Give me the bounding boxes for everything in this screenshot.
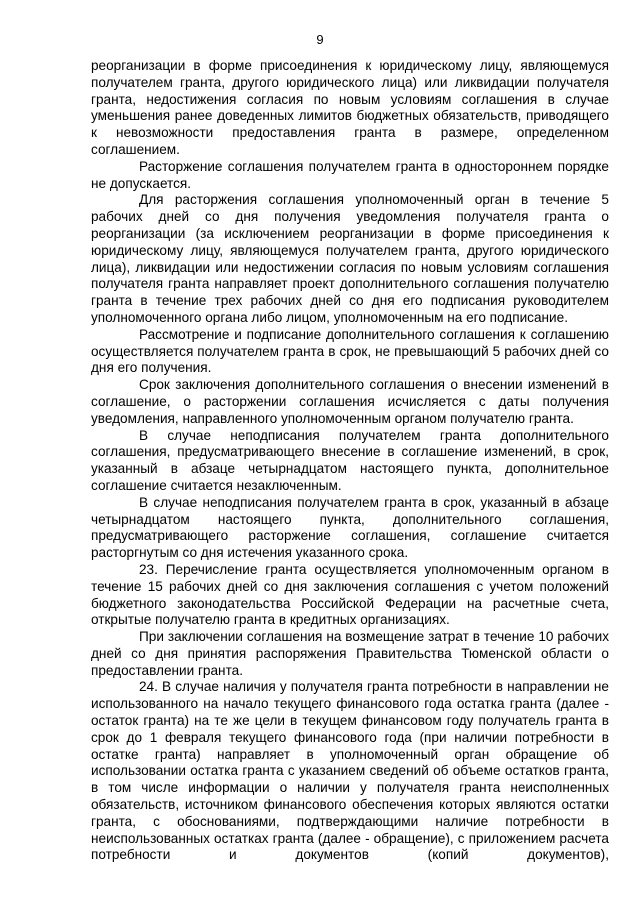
paragraph: 24. В случае наличия у получателя гранта потребности в направлении не использованного на начало текущего финансового года остатка гранта (далее - остаток гранта) на те же цели в текущем финансовом году получатель гранта в срок до 1 февраля текущего финансового года (при наличии потребности в остатке гранта) направляет в уполномоченный орган обращение об использовании остатка гранта с указанием сведений об объеме остатков гранта, в том числе информации о наличии у получателя гранта неисполненных обязательств, источником финансового обеспечения которых являются остатки гранта, с обоснованиями, подтверждающими наличие потребности в неиспользованных остатках гранта (далее - обращение), с приложением расчета потребности и документов (копий документов), bbox=[91, 679, 609, 863]
paragraph: Срок заключения дополнительного соглашения о внесении изменений в соглашение, о расторжении соглашения исчисляется с даты получения уведомления, направленного уполномоченным органом получателю гранта. bbox=[91, 377, 609, 426]
paragraph: Для расторжения соглашения уполномоченный орган в течение 5 рабочих дней со дня получения уведомления получателя гранта о реорганизации (за исключением реорганизации в форме присоединения к юридическому лицу, являющемуся получателем гранта, другого юридического лица), ликвидации или недостижении согласия по новым условиям соглашения получателя гранта направляет проект дополнительного соглашения получателю гранта в течение трех рабочих дней со дня его подписания руководителем уполномоченного органа либо лицом, уполномоченным на его подписание. bbox=[91, 192, 609, 325]
document-body bbox=[91, 58, 609, 864]
paragraph: При заключении соглашения на возмещение затрат в течение 10 рабочих дней со дня принятия распоряжения Правительства Тюменской области о предоставлении гранта. bbox=[91, 629, 609, 678]
paragraph: Расторжение соглашения получателем гранта в одностороннем порядке не допускается. bbox=[91, 158, 609, 191]
page-number: 9 bbox=[316, 32, 324, 47]
paragraph: реорганизации в форме присоединения к юридическому лицу, являющемуся получателем гранта, другого юридического лица) или ликвидации получателя гранта, недостижения согласия по новым условиям соглашения в случае уменьшения ранее доведенных лимитов бюджетных обязательств, приводящего к невозможности предоставления гранта в размере, определенном соглашением. bbox=[91, 58, 609, 157]
paragraph: В случае неподписания получателем гранта дополнительного соглашения, предусматривающего внесение в соглашение изменений, в срок, указанный в абзаце четырнадцатом настоящего пункта, дополнительное соглашение считается незаключенным. bbox=[91, 427, 609, 493]
paragraph: Рассмотрение и подписание дополнительного соглашения к соглашению осуществляется получателем гранта в срок, не превышающий 5 рабочих дней со дня его получения. bbox=[91, 326, 609, 376]
paragraph: 23. Перечисление гранта осуществляется уполномоченным органом в течение 15 рабочих дней со дня заключения соглашения с учетом положений бюджетного законодательства Российской Федерации на расчетные счета, открытые получателю гранта в кредитных организациях. bbox=[91, 561, 609, 628]
paragraph: В случае неподписания получателем гранта в срок, указанный в абзаце четырнадцатом настоящего пункта, дополнительного соглашения, предусматривающего расторжение соглашения, соглашение считается расторгнутым со дня истечения указанного срока. bbox=[91, 494, 609, 561]
